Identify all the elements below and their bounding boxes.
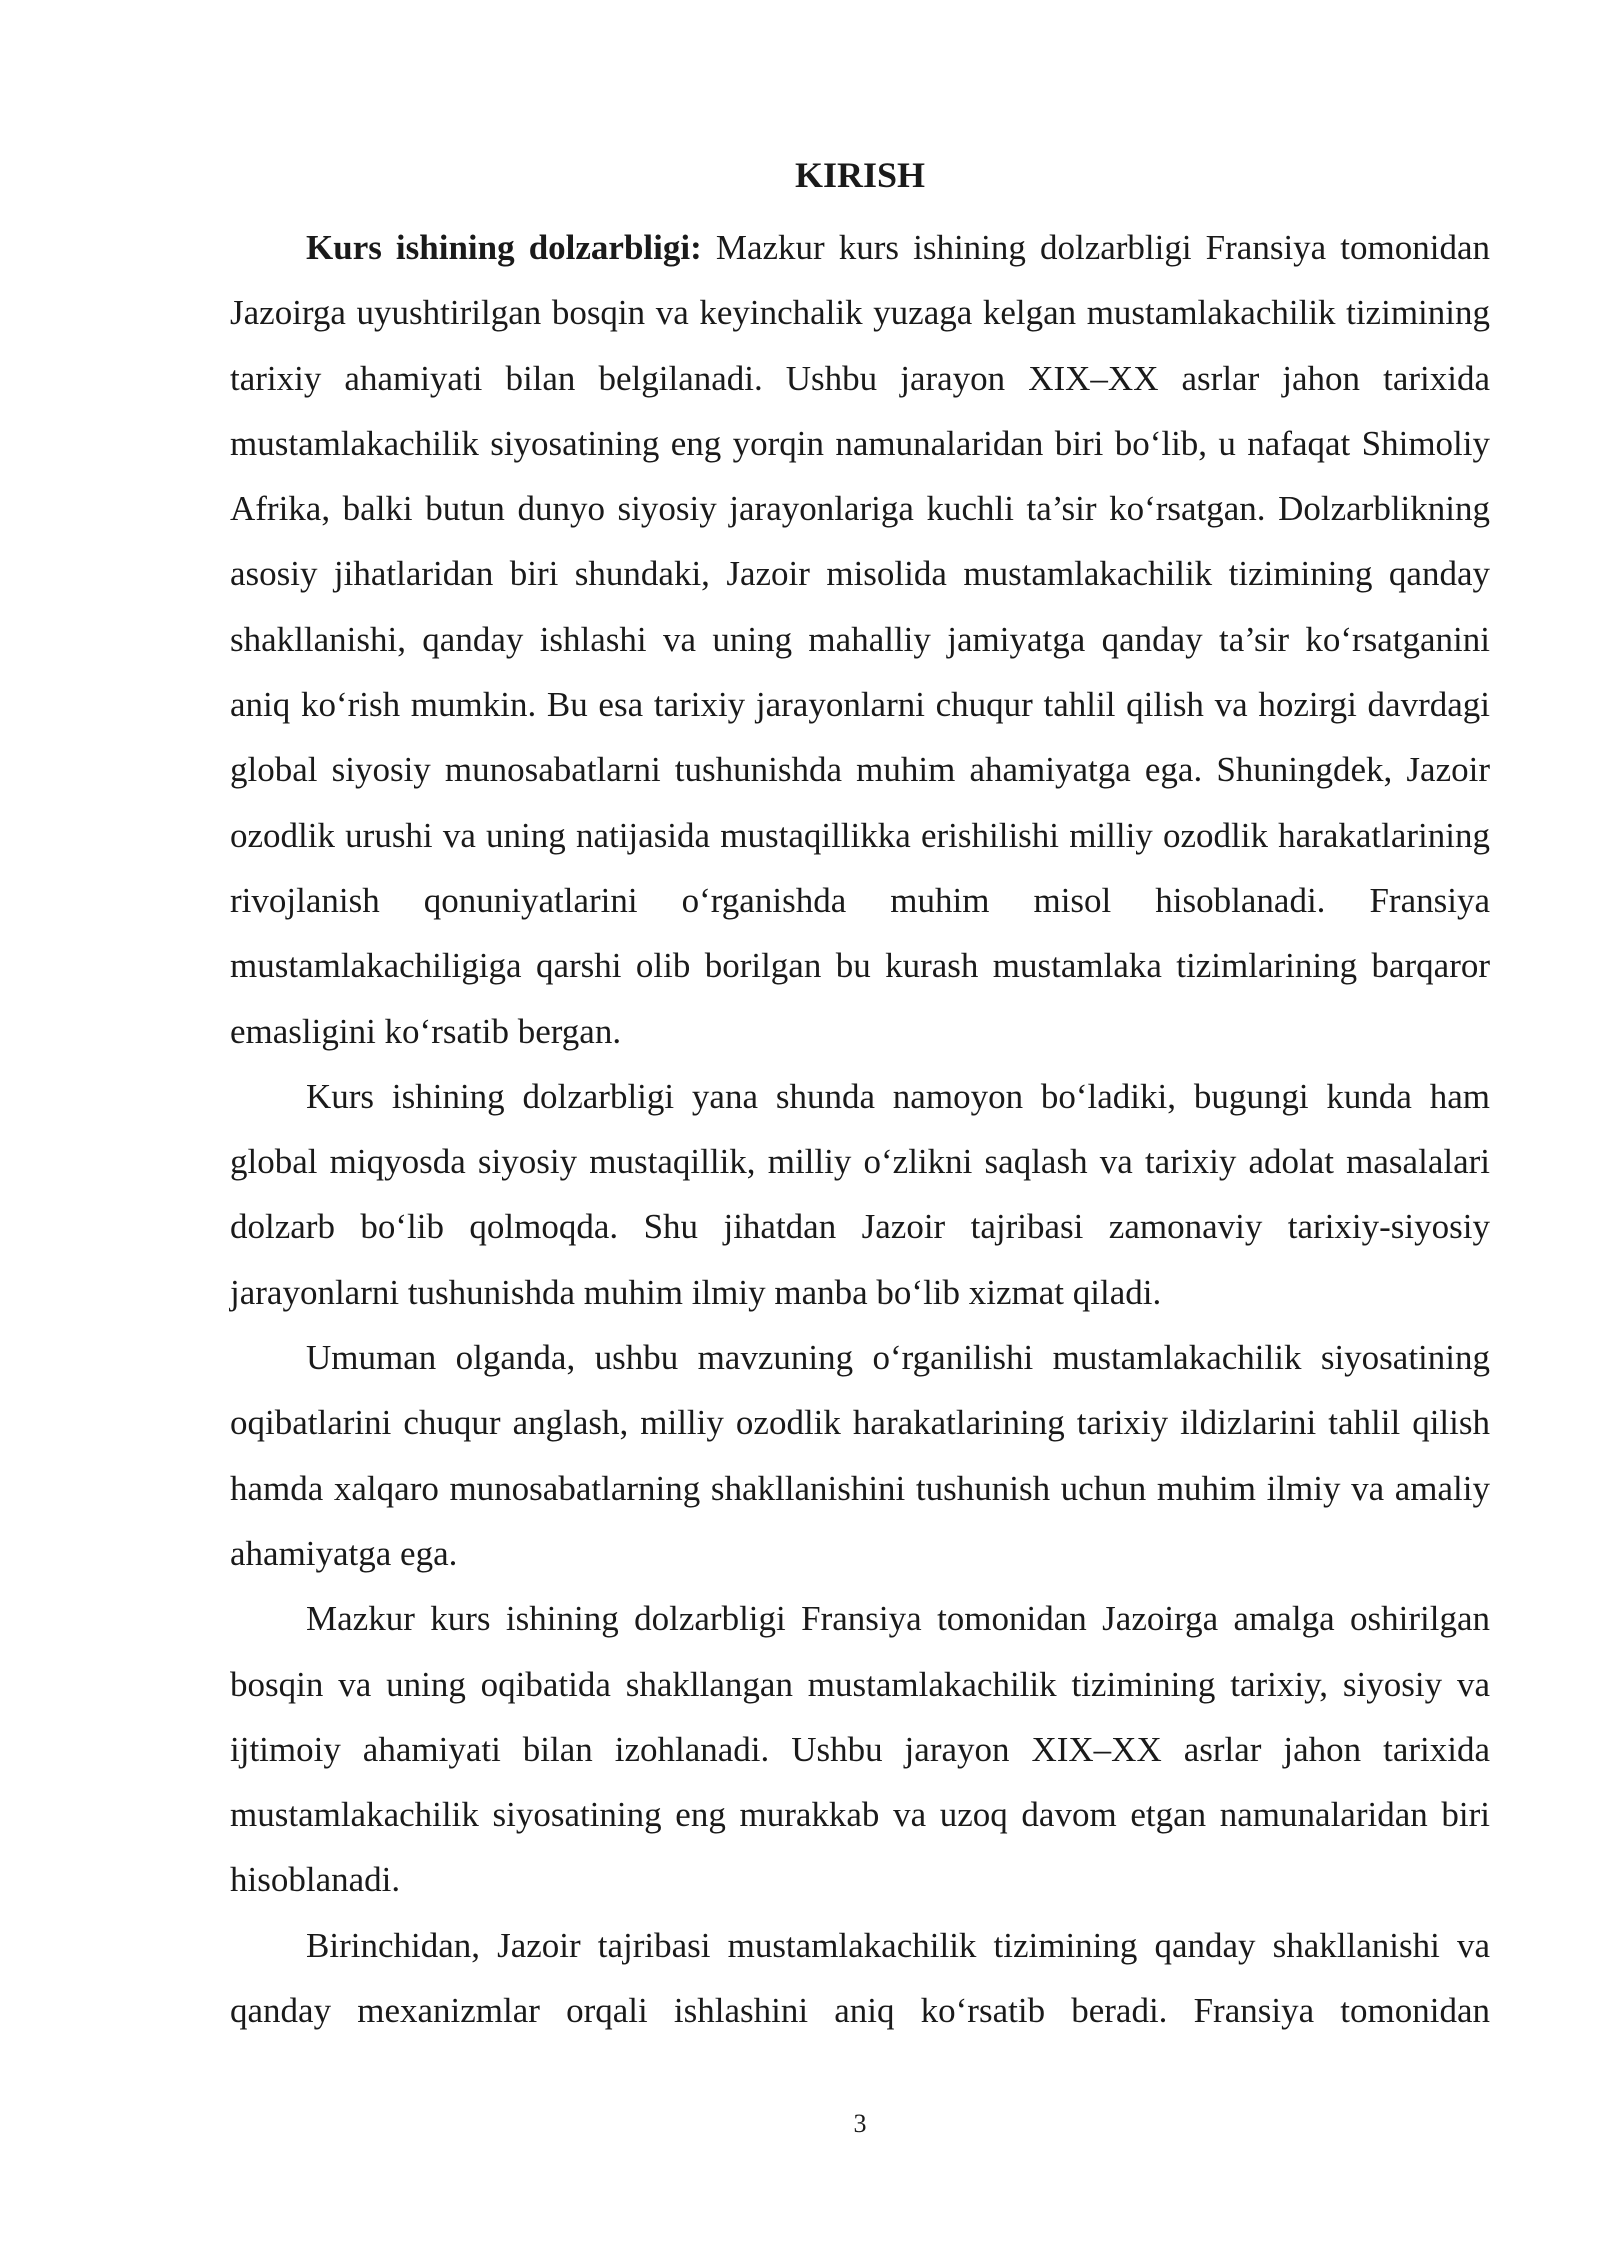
paragraph — [230, 1064, 1490, 1325]
paragraph-text: Birinchidan, Jazoir tajribasi mustamlakachilik tizimining qanday shakllanishi va qanday mexanizmlar orqali ishlashini aniq ko‘rsatib beradi. Fransiya tomonidan — [230, 1925, 1490, 2031]
paragraph-lead: Kurs ishining dolzarbligi: — [306, 228, 702, 267]
paragraph-continued — [230, 1913, 1490, 2044]
page-number: 3 — [853, 2109, 867, 2138]
document-body — [230, 215, 1490, 2043]
paragraph-text: Mazkur kurs ishining dolzarbligi Fransiya tomonidan Jazoirga uyushtirilgan bosqin va keyinchalik yuzaga kelgan mustamlakachilik tizimining tarixiy ahamiyati bilan belgilanadi. Ushbu jarayon XIX–XX asrlar jahon tarixida mustamlakachilik siyosatining eng yorqin namunalaridan biri bo‘lib, u nafaqat Shimoliy Afrika, balki butun dunyo siyosiy jarayonlariga kuchli ta’sir ko‘rsatgan. Dolzarblikning asosiy jihatlaridan biri shundaki, Jazoir misolida mustamlakachilik tizimining qanday shakllanishi, qanday ishlashi va uning mahalliy jamiyatga qanday ta’sir ko‘rsatganini aniq ko‘rish mumkin. Bu esa tarixiy jarayonlarni chuqur tahlil qilish va hozirgi davrdagi global siyosiy munosabatlarni tushunishda muhim ahamiyatga ega. Shuningdek, Jazoir ozodlik urushi va uning natijasida mustaqillikka erishilishi milliy ozodlik harakatlarining rivojlanish qonuniyatlarini o‘rganishda muhim misol hisoblanadi. Fransiya mustamlakachiligiga qarshi olib borilgan bu kurash mustamlaka tizimlarining barqaror emasligini ko‘rsatib bergan. — [230, 228, 1490, 1051]
paragraph-text: Kurs ishining dolzarbligi yana shunda namoyon bo‘ladiki, bugungi kunda ham global miqyosda siyosiy mustaqillik, milliy o‘zlikni saqlash va tarixiy adolat masalalari dolzarb bo‘lib qolmoqda. Shu jihatdan Jazoir tajribasi zamonaviy tarixiy-siyosiy jarayonlarni tushunishda muhim ilmiy manba bo‘lib xizmat qiladi. — [230, 1076, 1490, 1312]
paragraph-relevance — [230, 215, 1490, 1064]
page-title: KIRISH — [794, 155, 926, 195]
paragraph-text: Umuman olganda, ushbu mavzuning o‘rganilishi mustamlakachilik siyosatining oqibatlarini chuqur anglash, milliy ozodlik harakatlarining tarixiy ildizlarini tahlil qilish hamda xalqaro munosabatlarning shakllanishini tushunish uchun muhim ilmiy va amaliy ahamiyatga ega. — [230, 1338, 1490, 1573]
paragraph — [230, 1325, 1490, 1586]
paragraph-text: Mazkur kurs ishining dolzarbligi Fransiya tomonidan Jazoirga amalga oshirilgan bosqin va uning oqibatida shakllangan mustamlakachilik tizimining tarixiy, siyosiy va ijtimoiy ahamiyati bilan izohlanadi. Ushbu jarayon XIX–XX asrlar jahon tarixida mustamlakachilik siyosatining eng murakkab va uzoq davom etgan namunalaridan biri hisoblanadi. — [230, 1599, 1490, 1900]
paragraph — [230, 1586, 1490, 1912]
